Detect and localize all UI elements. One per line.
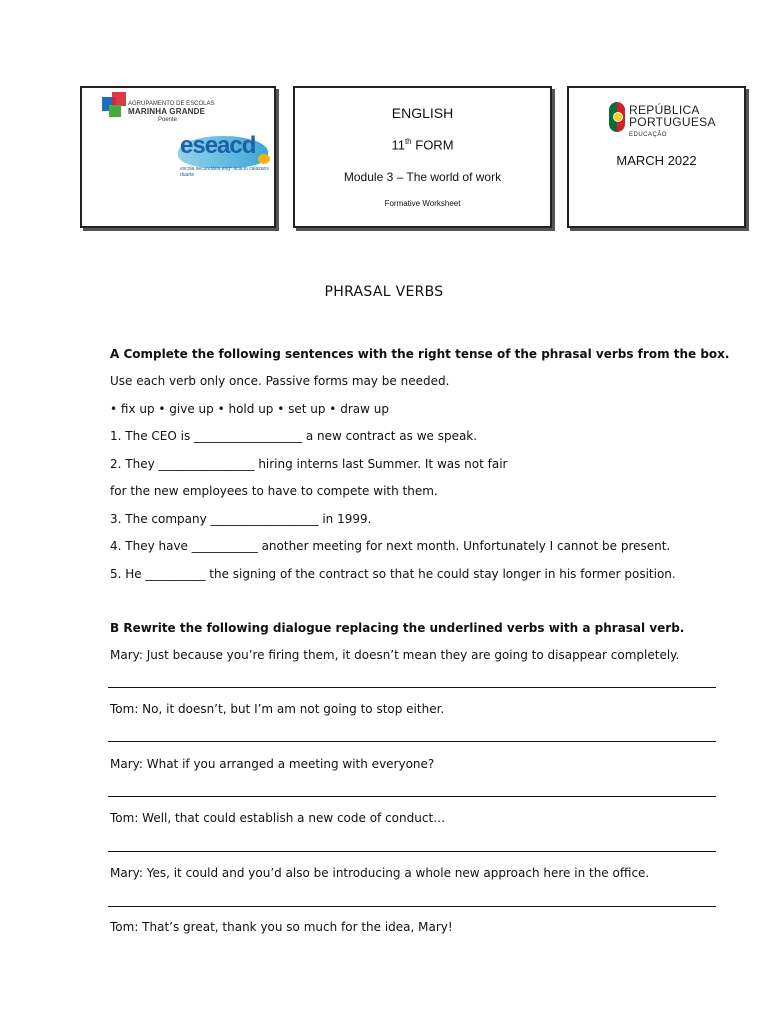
republic-name-line2: PORTUGUESA: [629, 115, 716, 129]
section-a-instruction: A Complete the following sentences with the right tense of the phrasal verbs from the box.: [110, 347, 730, 361]
worksheet-date: MARCH 2022: [616, 153, 697, 168]
republic-box: [567, 86, 746, 228]
exercise-item-5: 5. He __________ the signing of the contract so that he could stay longer in his former position.: [110, 567, 676, 581]
section-b-instruction: B Rewrite the following dialogue replacing the underlined verbs with a phrasal verb.: [110, 621, 685, 635]
form-level: [295, 137, 550, 152]
verb-box: • fix up • give up • hold up • set up • draw up: [110, 402, 389, 416]
exercise-item-2: 2. They ________________ hiring interns last Summer. It was not fair: [110, 457, 508, 471]
republica-portuguesa-emblem-icon: [609, 102, 625, 132]
form-number: 11: [391, 137, 405, 153]
exercise-item-4: 4. They have ___________ another meeting for next month. Unfortunately I cannot be present.: [110, 539, 671, 553]
school-logo-square-green: [109, 105, 121, 117]
school-line3: Poente: [158, 117, 178, 123]
dialogue-line-5: Mary: Yes, it could and you’d also be introducing a whole new approach here in the office.: [110, 866, 650, 880]
dialogue-line-3: Mary: What if you arranged a meeting with everyone?: [110, 757, 435, 771]
dialogue-line-2: Tom: No, it doesn’t, but I’m am not going to stop either.: [110, 702, 445, 716]
exercise-item-2-continued: for the new employees to have to compete with them.: [110, 484, 438, 498]
school-name: [128, 100, 214, 124]
school-logo-square-red: [112, 92, 126, 106]
republic-name-line1: REPÚBLICA: [629, 103, 700, 117]
answer-line-5[interactable]: [108, 906, 716, 907]
answer-line-1[interactable]: [108, 687, 716, 688]
eseacd-logo-text: eseacd: [180, 132, 256, 159]
dialogue-line-4: Tom: Well, that could establish a new code of conduct…: [110, 811, 446, 825]
eseacd-logo-subtitle: escola secundária engº acácio calazans duarte: [180, 166, 269, 178]
school-logo-box: [80, 86, 276, 228]
course-info-box: [293, 86, 552, 228]
answer-line-4[interactable]: [108, 851, 716, 852]
ministry-label: EDUCAÇÃO: [629, 132, 668, 138]
subject-title: ENGLISH: [391, 105, 454, 121]
section-a-instruction-2: Use each verb only once. Passive forms may be needed.: [110, 374, 450, 388]
form-word: FORM: [415, 137, 454, 153]
eseacd-sun-icon: [258, 154, 270, 164]
republic-name: [629, 104, 716, 128]
answer-line-2[interactable]: [108, 741, 716, 742]
module-title: Module 3 – The world of work: [343, 170, 502, 184]
exercise-item-1: 1. The CEO is __________________ a new contract as we speak.: [110, 429, 478, 443]
worksheet-type: Formative Worksheet: [384, 199, 461, 208]
exercise-item-3: 3. The company __________________ in 1999.: [110, 512, 372, 526]
school-line1: AGRUPAMENTO DE ESCOLAS: [128, 101, 215, 107]
answer-line-3[interactable]: [108, 796, 716, 797]
school-line2: MARINHA GRANDE: [128, 107, 206, 116]
dialogue-line-6: Tom: That’s great, thank you so much for the idea, Mary!: [110, 920, 453, 934]
page-title: PHRASAL VERBS: [324, 284, 444, 300]
form-suffix: th: [404, 137, 412, 146]
dialogue-line-1: Mary: Just because you’re firing them, it doesn’t mean they are going to disappear completely.: [110, 648, 680, 662]
